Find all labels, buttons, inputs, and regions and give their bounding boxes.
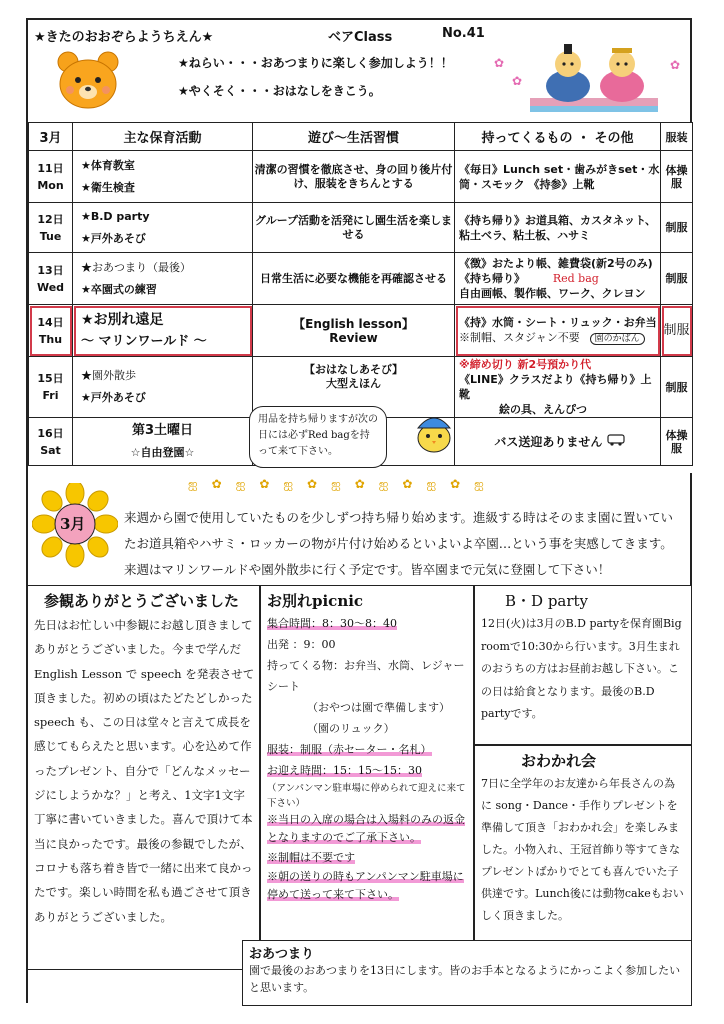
farewell-body: 7日に全学年のお友達から年長さんの為に song・Dance・手作りプレゼントを準備して頂き「おわかれ会」を楽しみました。小物入れ、王冠首飾り等すてきなプレゼントばかりでとても喜んでいた子供達です。Lunch後には動物cakeもおいしく頂きました。 (481, 777, 684, 922)
newsletter-page (26, 18, 690, 1003)
date-label: 15日 (37, 372, 64, 385)
picnic-line (267, 760, 469, 781)
activity-line: ★おあつまり（最後） (81, 260, 191, 274)
schedule-row (29, 151, 693, 203)
bring-label: 《持ち帰り》 (459, 272, 525, 285)
flower-icon: ✿ (670, 58, 681, 72)
activity-cell (73, 253, 253, 305)
date-label: 14日 (37, 315, 64, 329)
uniform-cell: 制服 (661, 253, 693, 305)
date-label: 13日 (37, 263, 64, 277)
issue-number: No.41 (442, 26, 485, 41)
thanks-body: 先日はお忙しい中参観にお越し頂きましてありがとうございました。今まで学んだ English Lesson で speech を発表させて頂きました。初めの頃はたどたどしかった speech も、この日は堂々と言えて成長を感じてもらえたと思います。心を込めて作ったプレゼント、自分で「どんなメッセージにしようかな？」と考え、1文字1文字丁寧に書いていきました。喜んで頂けて本当に良かったです。最後の参観でしたが、コロナも落ち着き皆で一緒に出来て良かったです。楽しい時間を私も過ごさせて頂きありがとうございました。 (34, 618, 255, 924)
picnic-line (267, 613, 469, 634)
bring-line (459, 271, 660, 286)
oatsumari-body: 園で最後のおあつまりを13日にします。皆のお手本となるようにかっこよく参加したいと思います。 (249, 964, 681, 994)
activity-line: 第3土曜日 (131, 422, 194, 438)
banner-message: 来週から園で使用していたものを少しずつ持ち帰り始めます。進級する時はそのまま園に置いていたお道具箱やハサミ・ロッカーの物が片付け始めるといよいよ卒園…という事を実感してきます。来週はマリンワールドや園外散歩に行く予定です。皆卒園まで元気に登園して下さい！ (124, 510, 674, 577)
bd-party-body: 12日(火)は3月のB.D partyを保育園Big roomで10:30から行います。3月生まれのおうちの方はお昼前お越し下さい。この日は給食となります。最後のB.D partyです。 (481, 617, 682, 720)
activity-cell (73, 151, 253, 203)
dress-code: 服装：制服（赤セーター・名札） (267, 743, 432, 756)
activity-cell (73, 305, 253, 357)
promise-text: ★やくそく・・・おはなしをきこう。 (178, 84, 381, 98)
bring-line: 《LINE》クラスだより《持ち帰り》上靴 (459, 373, 652, 401)
uniform-cell: 体操服 (661, 151, 693, 203)
schedule-row (29, 253, 693, 305)
bring-line: 絵の具、えんぴつ (499, 403, 587, 416)
day-cell (29, 151, 73, 203)
bd-party-title: B・D party (505, 592, 589, 610)
day-cell (29, 305, 73, 357)
deadline-note: ※締め切り 新2号預かり代 (459, 358, 592, 371)
schedule-row (29, 203, 693, 253)
activity-line: ★戸外あそび (81, 391, 146, 404)
bd-party-panel (474, 585, 692, 745)
schedule-header-row (29, 123, 693, 151)
refund-note: ※当日の入席の場合は入場料のみの返金となりますのでご了承下さい。 (267, 813, 465, 844)
month-badge: 3月 (60, 515, 86, 533)
aim-text: ★ねらい・・・おあつまりに楽しく参加しよう！！ (178, 56, 453, 70)
habit-cell: 清潔の習慣を徹底させ、身の回り後片付け、服装をきちんとする (253, 151, 455, 203)
habit-title: 【おはなしあそび】 (304, 363, 403, 376)
parking-note: ※朝の送りの時もアンパンマン駐車場に停めて送って来て下さい。 (267, 870, 464, 901)
weekday-label: Tue (39, 229, 62, 243)
uniform-header: 服装 (661, 123, 693, 151)
activity-cell (73, 418, 253, 466)
bear-face-icon (56, 50, 120, 110)
red-bag-note: Red bag (552, 272, 599, 285)
uniform-cell: 制服 (661, 357, 693, 418)
picnic-line: （アンパンマン駐車場に停められて迎えに来て下さい） (267, 783, 466, 809)
bring-line: 《持》水筒・シート・リュック・お弁当 (459, 315, 657, 329)
farewell-panel (474, 745, 692, 970)
habit-cell: グループ活動を活発にし園生活を楽しませる (253, 203, 455, 253)
flower-icon: ✿ (512, 74, 523, 88)
bring-line (459, 330, 660, 347)
newsletter-header (28, 18, 692, 122)
date-label: 16日 (37, 426, 64, 440)
weekday-label: Fri (42, 389, 59, 402)
habit-title: 【English lesson】 (293, 316, 414, 331)
habit-subtitle: 大型えほん (326, 377, 381, 390)
activity-line: ☆自由登園☆ (130, 445, 195, 459)
habit-cell: 日常生活に必要な機能を再確認させる (253, 253, 455, 305)
flower-icon: ✿ (494, 56, 505, 70)
activity-line: ～ マリンワールド ～ (81, 333, 207, 349)
hina-dolls-icon (526, 36, 662, 116)
bring-line: 自由画帳、製作帳、ワーク、クレヨン (459, 287, 646, 300)
bring-label: ※制帽、スタジャン不要 (459, 330, 580, 344)
activity-line: ★園外散歩 (81, 369, 136, 382)
activity-line: ★衛生検査 (81, 180, 135, 194)
activity-line: ★戸外あそび (81, 231, 146, 245)
bus-icon (607, 434, 625, 446)
chick-icon (408, 406, 460, 458)
picnic-line (267, 811, 469, 847)
bring-cell (455, 357, 661, 418)
date-label: 12日 (37, 212, 64, 226)
pickup-time: お迎え時間：15：15～15：30 (267, 764, 422, 777)
schedule-row (29, 305, 693, 357)
uniform-cell: 体操服 (661, 418, 693, 466)
weekday-label: Sat (40, 443, 61, 457)
weekday-label: Thu (38, 332, 63, 346)
picnic-line (267, 739, 469, 760)
bring-cell (455, 253, 661, 305)
gather-time: 集合時間：8：30～8：40 (267, 617, 397, 630)
activity-line: ★体育教室 (81, 158, 135, 172)
bring-header: 持ってくるもの ・ その他 (455, 123, 661, 151)
habit-subtitle: Review (329, 330, 378, 345)
picnic-line: （おやつは園で準備します） (307, 701, 450, 714)
picnic-panel (260, 585, 474, 970)
habit-header: 遊び～生活習慣 (253, 123, 455, 151)
activity-line: ★B.D party (81, 209, 150, 223)
weekday-label: Wed (36, 280, 65, 294)
picnic-line: 出発 ：9：00 (267, 638, 336, 651)
picnic-line (267, 847, 469, 868)
bring-cell: 《毎日》Lunch set・歯みがきset・水筒・スモック 《持参》上靴 (455, 151, 661, 203)
butterfly-row: ஐ✿ஐ✿ஐ✿ஐ✿ஐ✿ஐ✿ஐ (188, 477, 498, 491)
red-bag-reminder-bubble: 用品を持ち帰りますが次の日には必ずRed bagを持って来て下さい。 (249, 406, 387, 468)
activity-line: ★卒園式の練習 (81, 282, 157, 296)
bring-cell: 《持ち帰り》お道具箱、カスタネット、粘土ベラ、粘土板、ハサミ (455, 203, 661, 253)
oatsumari-panel (242, 940, 692, 1006)
oatsumari-title: おあつまり (249, 947, 315, 962)
uniform-cell: 制服 (661, 203, 693, 253)
activity-header: 主な保育活動 (73, 123, 253, 151)
bring-line: 《徴》おたより帳、雑費袋(新2号のみ) (459, 257, 653, 270)
picnic-details (261, 611, 473, 904)
bring-cell (455, 305, 661, 357)
picnic-line: （園のリュック） (307, 722, 395, 735)
activity-cell (73, 203, 253, 253)
day-cell (29, 418, 73, 466)
thanks-title: 参観ありがとうございました (44, 592, 240, 610)
school-name: ★きたのおおぞらようちえん★ (34, 30, 214, 45)
class-name: ベアClass (328, 30, 393, 45)
picnic-title: お別れpicnic (267, 592, 364, 610)
uniform-cell: 制服 (661, 305, 693, 357)
day-cell (29, 357, 73, 418)
activity-cell (73, 357, 253, 418)
thanks-panel (28, 585, 260, 970)
bring-cell (455, 418, 661, 466)
monthly-message-banner (28, 473, 692, 585)
bus-note: バス送迎ありません (494, 434, 603, 449)
picnic-line: 持ってくる物：お弁当、水筒、レジャーシート (267, 659, 465, 693)
day-cell (29, 253, 73, 305)
hat-note: ※制帽は不要です (267, 851, 355, 864)
activity-line: ★お別れ遠足 (81, 311, 164, 328)
bag-badge: 園のかばん (590, 333, 645, 345)
day-cell (29, 203, 73, 253)
picnic-line (267, 868, 469, 904)
month-header: 3月 (29, 123, 73, 151)
habit-cell (253, 305, 455, 357)
date-label: 11日 (37, 161, 64, 175)
farewell-title: おわかれ会 (521, 752, 597, 770)
weekday-label: Mon (37, 178, 64, 192)
